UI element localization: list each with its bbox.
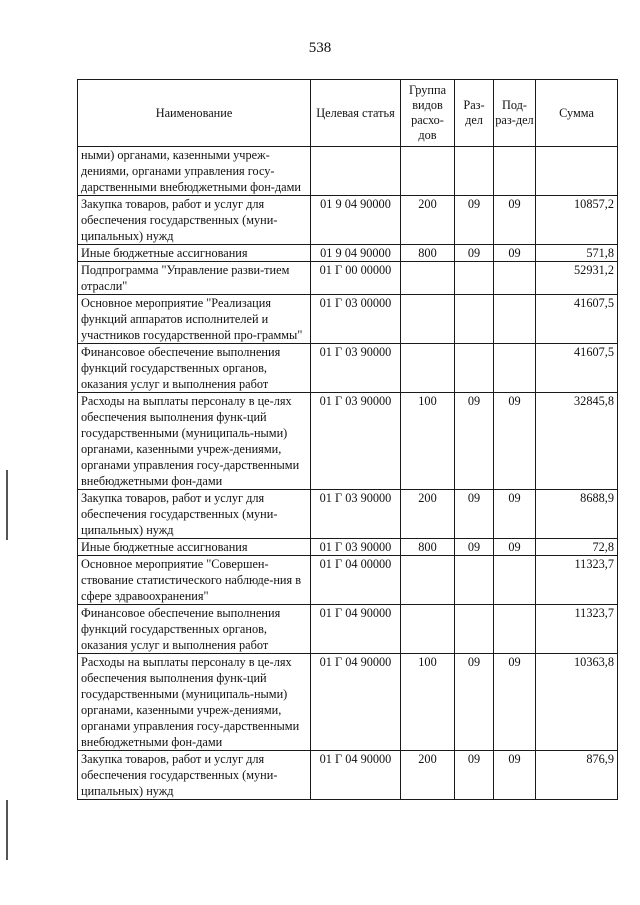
cell-target-article: 01 Г 04 90000	[311, 751, 401, 800]
page-number: 538	[308, 40, 332, 56]
table-row	[78, 262, 618, 295]
cell-subsection	[494, 605, 536, 654]
cell-name: Финансовое обеспечение выполнения функций государственных органов, оказания услуг и выполнения работ	[78, 344, 311, 393]
cell-target-article: 01 Г 04 00000	[311, 556, 401, 605]
scan-edge-mark	[6, 470, 8, 540]
table-row	[78, 393, 618, 490]
cell-subsection	[494, 295, 536, 344]
cell-sum: 8688,9	[536, 490, 618, 539]
cell-section: 09	[455, 751, 494, 800]
cell-expense-group: 100	[401, 654, 455, 751]
table-row	[78, 539, 618, 556]
cell-sum: 876,9	[536, 751, 618, 800]
header-name: Наименование	[78, 80, 311, 147]
cell-target-article: 01 Г 03 00000	[311, 295, 401, 344]
table-row	[78, 605, 618, 654]
cell-name: Расходы на выплаты персоналу в це-лях обеспечения выполнения функ-ций государственными (муниципаль-ными) органами, казенными учреж-дениями, органами управления госу-дарственными внебюджетными фон-дами	[78, 393, 311, 490]
cell-subsection	[494, 344, 536, 393]
cell-target-article: 01 Г 04 90000	[311, 654, 401, 751]
cell-expense-group: 200	[401, 751, 455, 800]
cell-subsection	[494, 556, 536, 605]
cell-sum: 52931,2	[536, 262, 618, 295]
cell-expense-group: 800	[401, 245, 455, 262]
cell-subsection	[494, 147, 536, 196]
cell-name: Иные бюджетные ассигнования	[78, 539, 311, 556]
cell-target-article: 01 Г 00 00000	[311, 262, 401, 295]
header-expense-group: Группа видов расхо-дов	[401, 80, 455, 147]
cell-name: ными) органами, казенными учреж-дениями, органами управления госу-дарственными внебюджетными фон-дами	[78, 147, 311, 196]
table-row	[78, 245, 618, 262]
cell-subsection: 09	[494, 245, 536, 262]
header-section: Раз-дел	[455, 80, 494, 147]
table-header-row	[78, 80, 618, 147]
table-row	[78, 751, 618, 800]
cell-target-article	[311, 147, 401, 196]
cell-section: 09	[455, 654, 494, 751]
cell-expense-group	[401, 344, 455, 393]
header-subsection: Под-раз-дел	[494, 80, 536, 147]
cell-name: Закупка товаров, работ и услуг для обеспечения государственных (муни-ципальных) нужд	[78, 490, 311, 539]
cell-sum: 11323,7	[536, 605, 618, 654]
cell-subsection: 09	[494, 196, 536, 245]
cell-target-article: 01 Г 04 90000	[311, 605, 401, 654]
cell-target-article: 01 9 04 90000	[311, 245, 401, 262]
cell-expense-group: 100	[401, 393, 455, 490]
cell-name: Расходы на выплаты персоналу в це-лях обеспечения выполнения функ-ций государственными (муниципаль-ными) органами, казенными учреж-дениями, органами управления госу-дарственными внебюджетными фон-дами	[78, 654, 311, 751]
cell-expense-group	[401, 295, 455, 344]
cell-expense-group: 800	[401, 539, 455, 556]
cell-name: Финансовое обеспечение выполнения функций государственных органов, оказания услуг и выполнения работ	[78, 605, 311, 654]
cell-sum: 10857,2	[536, 196, 618, 245]
cell-name: Основное мероприятие "Совершен-ствование статистического наблюде-ния в сфере здравоохранения"	[78, 556, 311, 605]
cell-expense-group	[401, 147, 455, 196]
cell-subsection: 09	[494, 751, 536, 800]
table-row	[78, 556, 618, 605]
header-sum: Сумма	[536, 80, 618, 147]
cell-sum: 10363,8	[536, 654, 618, 751]
cell-sum: 41607,5	[536, 295, 618, 344]
cell-section: 09	[455, 393, 494, 490]
cell-name: Подпрограмма "Управление разви-тием отрасли"	[78, 262, 311, 295]
cell-expense-group: 200	[401, 196, 455, 245]
cell-subsection	[494, 262, 536, 295]
cell-sum: 72,8	[536, 539, 618, 556]
scan-edge-mark	[6, 800, 8, 860]
cell-expense-group: 200	[401, 490, 455, 539]
cell-section	[455, 147, 494, 196]
table-row	[78, 654, 618, 751]
cell-section	[455, 605, 494, 654]
cell-expense-group	[401, 262, 455, 295]
cell-sum: 32845,8	[536, 393, 618, 490]
cell-section: 09	[455, 245, 494, 262]
cell-sum: 571,8	[536, 245, 618, 262]
table-body	[78, 147, 618, 800]
cell-section	[455, 344, 494, 393]
cell-section	[455, 262, 494, 295]
cell-section	[455, 295, 494, 344]
cell-target-article: 01 Г 03 90000	[311, 490, 401, 539]
cell-section: 09	[455, 490, 494, 539]
table-row	[78, 295, 618, 344]
cell-sum	[536, 147, 618, 196]
cell-name: Закупка товаров, работ и услуг для обеспечения государственных (муни-ципальных) нужд	[78, 196, 311, 245]
cell-target-article: 01 Г 03 90000	[311, 393, 401, 490]
cell-section: 09	[455, 539, 494, 556]
cell-target-article: 01 Г 03 90000	[311, 539, 401, 556]
cell-name: Основное мероприятие "Реализация функций аппаратов исполнителей и участников государственной про-граммы"	[78, 295, 311, 344]
cell-subsection: 09	[494, 393, 536, 490]
cell-target-article: 01 9 04 90000	[311, 196, 401, 245]
cell-subsection: 09	[494, 539, 536, 556]
cell-name: Закупка товаров, работ и услуг для обеспечения государственных (муни-ципальных) нужд	[78, 751, 311, 800]
table-row	[78, 344, 618, 393]
budget-table	[77, 79, 618, 800]
cell-subsection: 09	[494, 490, 536, 539]
cell-section: 09	[455, 196, 494, 245]
table-row	[78, 147, 618, 196]
cell-sum: 41607,5	[536, 344, 618, 393]
cell-section	[455, 556, 494, 605]
header-target-article: Целевая статья	[311, 80, 401, 147]
cell-target-article: 01 Г 03 90000	[311, 344, 401, 393]
cell-sum: 11323,7	[536, 556, 618, 605]
table-row	[78, 196, 618, 245]
cell-subsection: 09	[494, 654, 536, 751]
cell-expense-group	[401, 556, 455, 605]
cell-expense-group	[401, 605, 455, 654]
cell-name: Иные бюджетные ассигнования	[78, 245, 311, 262]
table-row	[78, 490, 618, 539]
